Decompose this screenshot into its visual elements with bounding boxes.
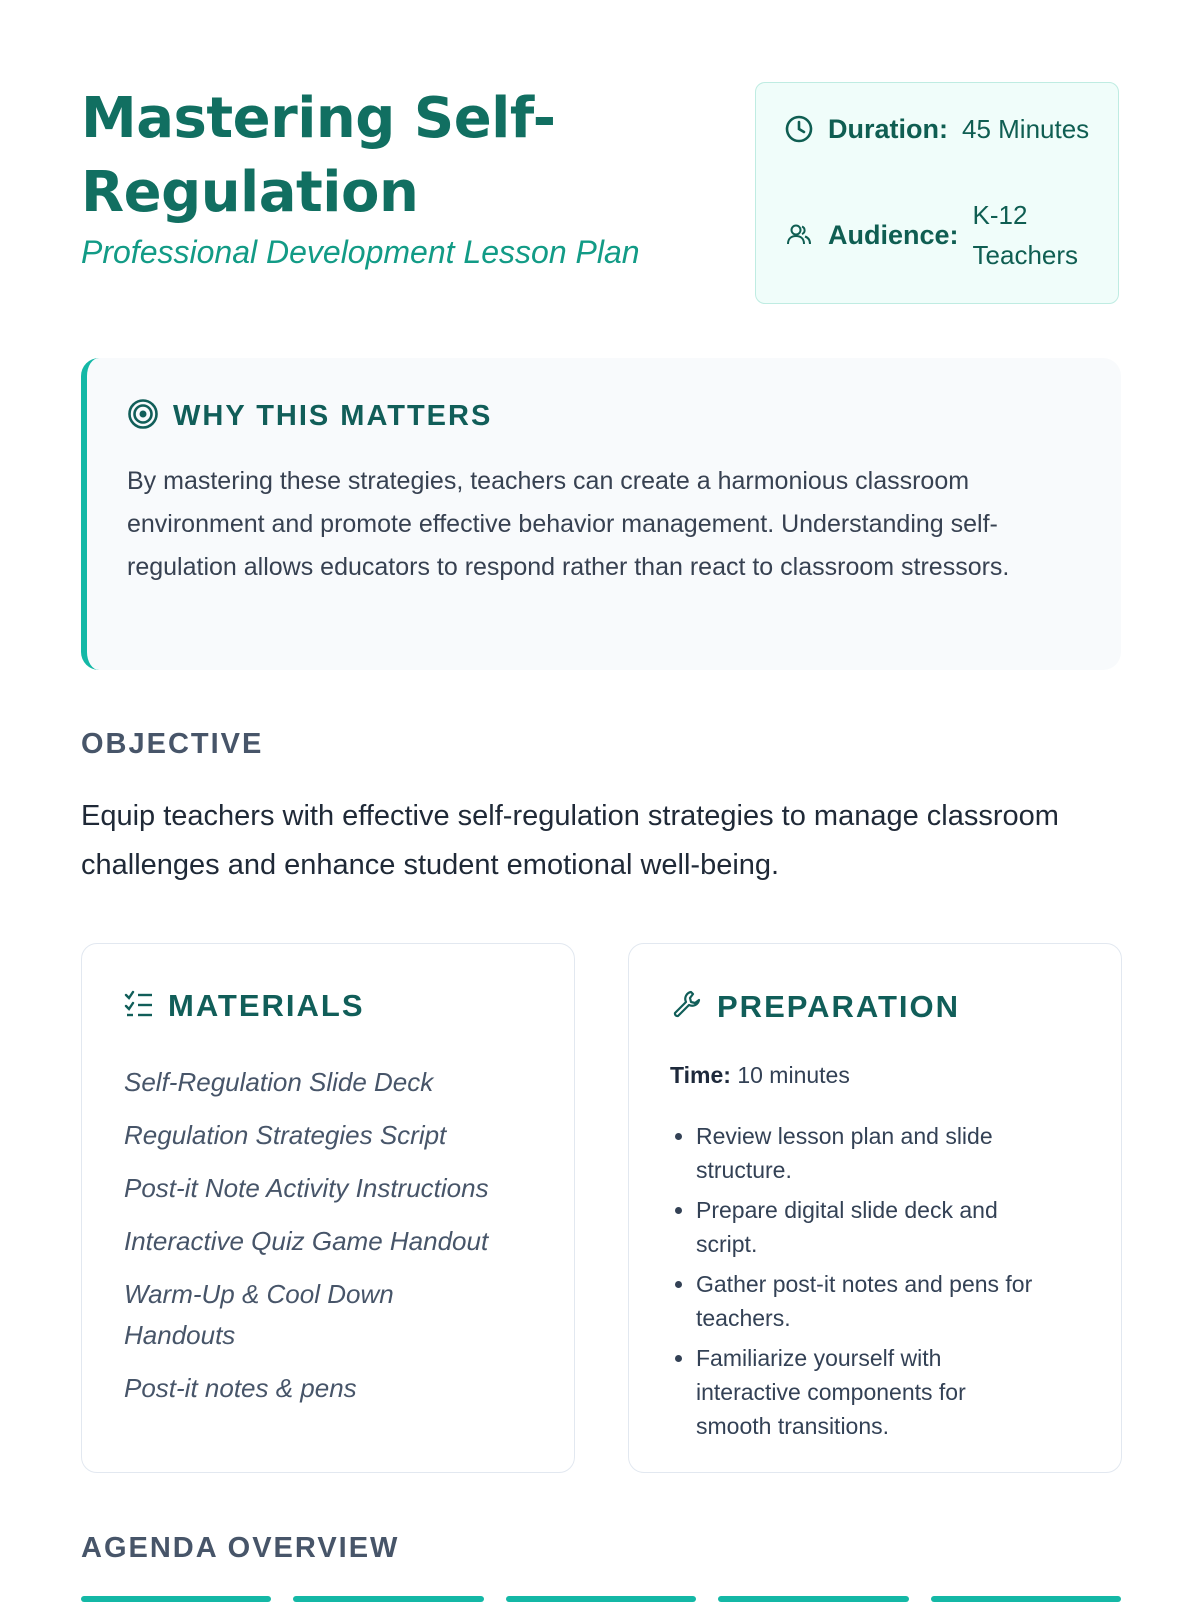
list-item: Self-Regulation Slide Deck (124, 1067, 434, 1097)
list-item: Post-it notes & pens (124, 1373, 357, 1403)
objective-heading: OBJECTIVE (81, 728, 264, 760)
page-subtitle: Professional Development Lesson Plan (81, 234, 640, 270)
wrench-icon (671, 988, 703, 1025)
checklist-icon (124, 989, 154, 1024)
audience-value: K-12 Teachers (972, 200, 1079, 270)
header (81, 82, 1121, 312)
duration-value: 45 Minutes (961, 114, 1090, 144)
why-heading (127, 398, 492, 435)
duration-row (784, 109, 1092, 149)
prep-time-label: Time: (670, 1062, 731, 1088)
materials-heading-label: MATERIALS (168, 988, 365, 1023)
materials-card (81, 943, 575, 1473)
target-icon (127, 398, 159, 435)
agenda-tab (506, 1596, 696, 1602)
users-icon (784, 220, 814, 250)
list-item: Post-it Note Activity Instructions (124, 1173, 489, 1203)
agenda-tab (718, 1596, 908, 1602)
agenda-tab (81, 1596, 271, 1602)
page-title: Mastering Self-Regulation (81, 86, 556, 225)
agenda-strip (81, 1596, 1121, 1602)
materials-list (124, 1062, 544, 1421)
agenda-tab (931, 1596, 1121, 1602)
why-heading-label: WHY THIS MATTERS (173, 400, 493, 432)
why-text: By mastering these strategies, teachers can create a harmonious classroom environment and promote effective behavior management. Understanding self-regulation allows educators to respond rather than react to classroom stressors. (127, 467, 1010, 581)
agenda-heading: AGENDA OVERVIEW (81, 1532, 400, 1564)
agenda-tab (293, 1596, 483, 1602)
preparation-list (670, 1119, 1106, 1449)
prep-time (670, 1062, 850, 1089)
clock-icon (784, 114, 814, 144)
meta-card (755, 82, 1119, 304)
list-item: • Review lesson plan and slide structure. (696, 1119, 1036, 1187)
list-item: • Familiarize yourself with interactive components for smooth transitions. (696, 1341, 1026, 1443)
list-item: • Prepare digital slide deck and script. (696, 1193, 1036, 1261)
prep-time-value: 10 minutes (737, 1062, 850, 1088)
audience-row (784, 195, 1103, 275)
duration-label: Duration: (828, 113, 948, 144)
list-item: Interactive Quiz Game Handout (124, 1226, 489, 1256)
materials-heading (124, 988, 365, 1024)
preparation-card (628, 943, 1122, 1473)
why-this-matters-callout (81, 358, 1121, 670)
list-item: • Gather post-it notes and pens for teachers. (696, 1267, 1106, 1335)
preparation-heading-label: PREPARATION (717, 988, 961, 1024)
list-item: Regulation Strategies Script (124, 1120, 447, 1150)
audience-label: Audience: (828, 219, 959, 250)
list-item: Warm-Up & Cool Down Handouts (124, 1279, 394, 1350)
objective-text: Equip teachers with effective self-regulation strategies to manage classroom challenges and enhance student emotional well-being. (81, 800, 1059, 881)
preparation-heading (671, 988, 960, 1025)
